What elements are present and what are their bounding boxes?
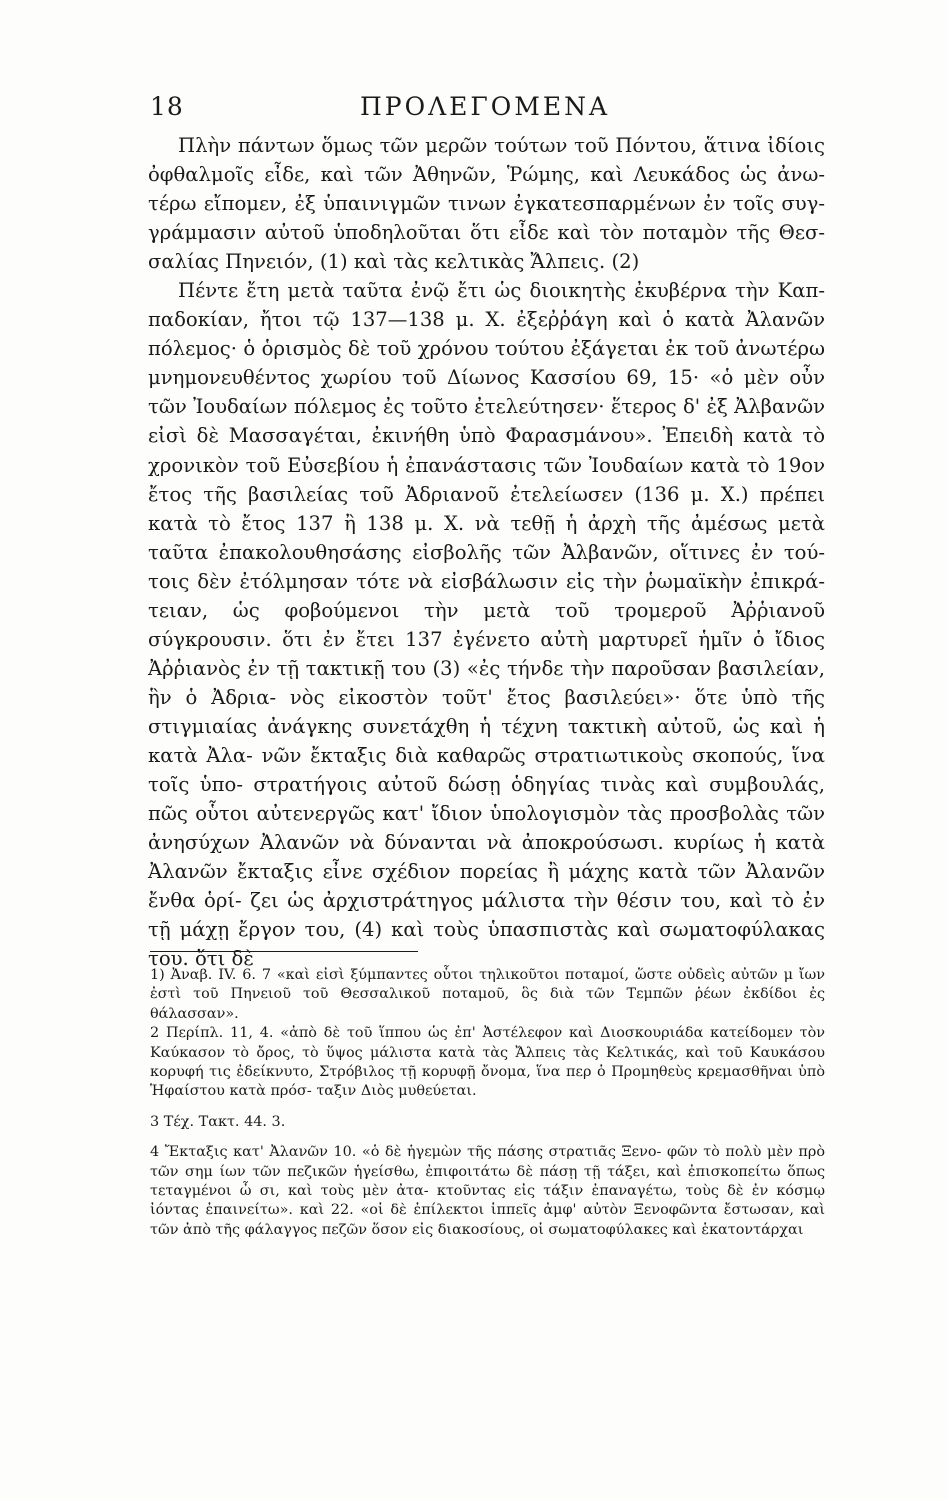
text-line: ἔργον του, (4) καὶ τοὺς ὑπασπιστὰς καὶ σωματοφύλακας του. ὅτι δὲ <box>148 918 825 971</box>
footnote-line: τὰς Κελτικάς, καὶ τοῦ Καυκάσου κορυφή τις ἐδείκνυτο, Στρόβιλος τῇ <box>150 1044 826 1081</box>
text-line: αὐτενεργῶς κατ' ἴδιον ὑπολογισμὸν τὰς προσβολὰς τῶν ἀνησύχων <box>148 802 825 855</box>
text-line: τοις δὲν ἐτόλμησαν τότε νὰ εἰσβάλωσιν εἰς τὴν ῥωμαϊκὴν ἐπικρά- <box>148 569 825 593</box>
footnote-separator <box>150 951 418 952</box>
text-line: στρατήγοις αὐτοῦ δώσῃ ὁδηγίας τινὰς καὶ συμβουλάς, πῶς οὗτοι <box>148 773 825 826</box>
text-line: πόλεμος· ὁ ὁρισμὸς δὲ τοῦ χρόνου τούτου ἐξάγεται ἐκ τοῦ ἀνωτέρω <box>148 337 825 361</box>
text-line: τειαν, ὡς φοβούμενοι τὴν μετὰ τοῦ τρομεροῦ Ἀῤῥιανοῦ σύγκρουσιν. <box>148 598 825 651</box>
footnote <box>150 1024 825 1102</box>
text-line: σαλίας Πηνειόν, (1) καὶ τὰς κελτικὰς Ἄλπεις. (2) <box>148 250 640 274</box>
footnote-line: φάλαγγος πεζῶν ὅσον εἰς διακοσίους, οἱ σωματοφύλακες καὶ ἑκατοντάρχαι <box>244 1221 804 1238</box>
page-number: 18 <box>150 92 184 121</box>
footnote-line: κτοῦντας εἰς τάξιν ἐπαναγέτω, τοὺς δὲ ἐν κόσμῳ ἰόντας ἐπαινείτω». καὶ 22. <box>150 1183 825 1219</box>
footnote-line: φῶν τὸ πολὺ μὲν πρὸ τῶν σημ ίων τῶν πεζικῶν ἡγείσθω, ἐπιφοιτάτω δὲ <box>150 1144 826 1180</box>
text-line: συνετάχθη ἡ τέχνη τακτικὴ αὐτοῦ, ὡς καὶ ἡ κατὰ Ἀλα- <box>148 714 825 767</box>
footnote-line: ταξιν Διὸς μυθεύεται. <box>316 1083 477 1100</box>
footnote <box>150 1143 825 1240</box>
text-line: κατὰ τὸ ἔτος 137 ἢ 138 μ. Χ. νὰ τεθῇ ἡ ἀρχὴ τῆς ἀμέσως μετὰ <box>148 511 825 535</box>
text-line: νῶν ἔκταξις διὰ καθαρῶς στρατιωτικοὺς σκοπούς, ἵνα τοῖς ὑπο- <box>148 743 825 797</box>
footnote-line: κορυφῇ ὄνομα, ἵνα περ ὁ Προμηθεὺς κρεμασθῆναι ὑπὸ Ἡφαίστου κατὰ πρόσ- <box>150 1064 825 1100</box>
footnotes <box>150 966 825 1240</box>
text-line: ὀφθαλμοῖς εἶδε, καὶ τῶν Ἀθηνῶν, Ῥώμης, καὶ Λευκάδος ὡς ἀνω- <box>148 163 825 187</box>
footnote-line: 2 Περίπλ. 11, 4. «ἀπὸ δὲ τοῦ ἵππου ὡς ἐπ' Ἀστέλεφον καὶ Διοσκουριάδα <box>150 1025 704 1042</box>
text-line: ταῦτα ἐπακολουθησάσης εἰσβολῆς τῶν Ἀλβανῶν, οἵτινες ἐν τού- <box>148 540 825 564</box>
text-line: γράμμασιν αὐτοῦ ὑποδηλοῦται ὅτι εἶδε καὶ τὸν ποταμὸν τῆς Θεσ- <box>148 221 825 245</box>
text-line: εἰσὶ δὲ Μασσαγέται, ἐκινήθη ὑπὸ Φαρασμάνου». Ἐπειδὴ κατὰ τὸ <box>148 424 825 448</box>
running-head <box>150 92 820 126</box>
text-line: χρονικὸν τοῦ Εὐσεβίου ἡ ἐπανάστασις τῶν Ἰουδαίων κατὰ τὸ 19ον <box>148 453 825 477</box>
text-line: μνημονευθέντος χωρίου τοῦ Δίωνος Κασσίου 69, 15· «ὁ μὲν οὖν τῶν <box>148 366 825 419</box>
text-line: τέρω εἴπομεν, ἐξ ὑπαινιγμῶν τινων ἐγκατεσπαρμένων ἐν τοῖς συγ- <box>148 192 825 216</box>
text-line: ἔτος τῆς βασιλείας τοῦ Ἀδριανοῦ ἐτελείωσεν (136 μ. Χ.) πρέπει <box>148 482 825 506</box>
paragraph <box>148 276 825 973</box>
text-line: Πέντε ἔτη μετὰ ταῦτα ἐνῷ ἔτι ὡς διοικητὴς ἐκυβέρνα τὴν Καπ- <box>178 279 825 303</box>
text-line: ζει ὡς ἀρχιστράτηγος μάλιστα τὴν θέσιν του, καὶ τὸ ἐν τῇ μάχῃ <box>148 889 825 942</box>
text-line: ἔκταξις εἶνε σχέδιον πορείας ἢ μάχης κατὰ τῶν Ἀλανῶν ἔνθα ὁρί- <box>148 860 825 913</box>
text-line: ὅτι ἐν ἔτει 137 ἐγένετο αὐτὴ μαρτυρεῖ ἡμῖν ὁ ἴδιος Ἀῤῥιανὸς ἐν τῇ <box>148 627 825 680</box>
text-line: νὸς εἰκοστὸν τοῦτ' ἔτος βασιλεύει»· ὅτε ὑπὸ τῆς στιγμιαίας ἀνάγκης <box>148 685 826 738</box>
footnote <box>150 966 825 1024</box>
footnote-line: «οἱ δὲ ἐπίλεκτοι ἱππεῖς ἀμφ' αὐτὸν Ξενοφῶντα ἔστωσαν, καὶ τῶν ἀπὸ τῆς <box>150 1202 825 1238</box>
footnote-line: κατείδομεν τὸν Καύκασον τὸ ὄρος, τὸ ὕψος μάλιστα κατὰ τὰς Ἄλπεις <box>150 1025 826 1061</box>
text-line: Πλὴν πάντων ὅμως τῶν μερῶν τούτων τοῦ Πόντου, ἅτινα ἰδίοις <box>178 134 825 157</box>
text-line: παδοκίαν, ἤτοι τῷ 137—138 μ. Χ. ἐξεῤῥάγη καὶ ὁ κατὰ Ἀλανῶν <box>148 308 825 332</box>
text-line: τακτικῇ του (3) «ἐς τήνδε τὴν παροῦσαν βασιλείαν, ἣν ὁ Ἀδρια- <box>148 656 825 709</box>
text-line: Ἰουδαίων πόλεμος ἐς τοῦτο ἐτελεύτησεν· ἕτερος δ' ἐξ Ἀλβανῶν <box>193 395 825 419</box>
footnote-line: πάσῃ τῇ τάξει, καὶ ἐπισκοπείτω ὅπως τεταγμένοι ὦ σι, καὶ τοὺς μὲν ἀτα- <box>150 1163 826 1200</box>
main-text <box>148 131 825 973</box>
page-title: ΠΡΟΛΕΓΟΜΕΝΑ <box>359 92 611 121</box>
paragraph <box>148 131 825 276</box>
footnote-line: 3 Τέχ. Τακτ. 44. 3. <box>150 1113 286 1130</box>
footnote-line: 4 Ἔκταξις κατ' Ἀλανῶν 10. «ὁ δὲ ἡγεμὼν τῆς πάσης στρατιᾶς Ξενο- <box>150 1144 662 1161</box>
footnote-line: Τεμπῶν ῥέων ἐκδίδοι ἐς θάλασσαν». <box>150 986 826 1022</box>
footnote <box>150 1113 825 1132</box>
footnote-line: οὐδεὶς αὐτῶν μ ἴων ἐστὶ τοῦ Πηνειοῦ τοῦ Θεσσαλικοῦ ποταμοῦ, ὃς διὰ τῶν <box>150 967 825 1003</box>
footnote-line: 1) Ἀναβ. IV. 6. 7 «καὶ εἰσὶ ξύμπαντες οὗτοι τηλικοῦτοι ποταμοί, ὥστε <box>150 967 672 983</box>
text-line: Ἀλανῶν νὰ δύνανται νὰ ἀποκρούσωσι. κυρίως ἡ κατὰ Ἀλανῶν <box>148 831 825 884</box>
